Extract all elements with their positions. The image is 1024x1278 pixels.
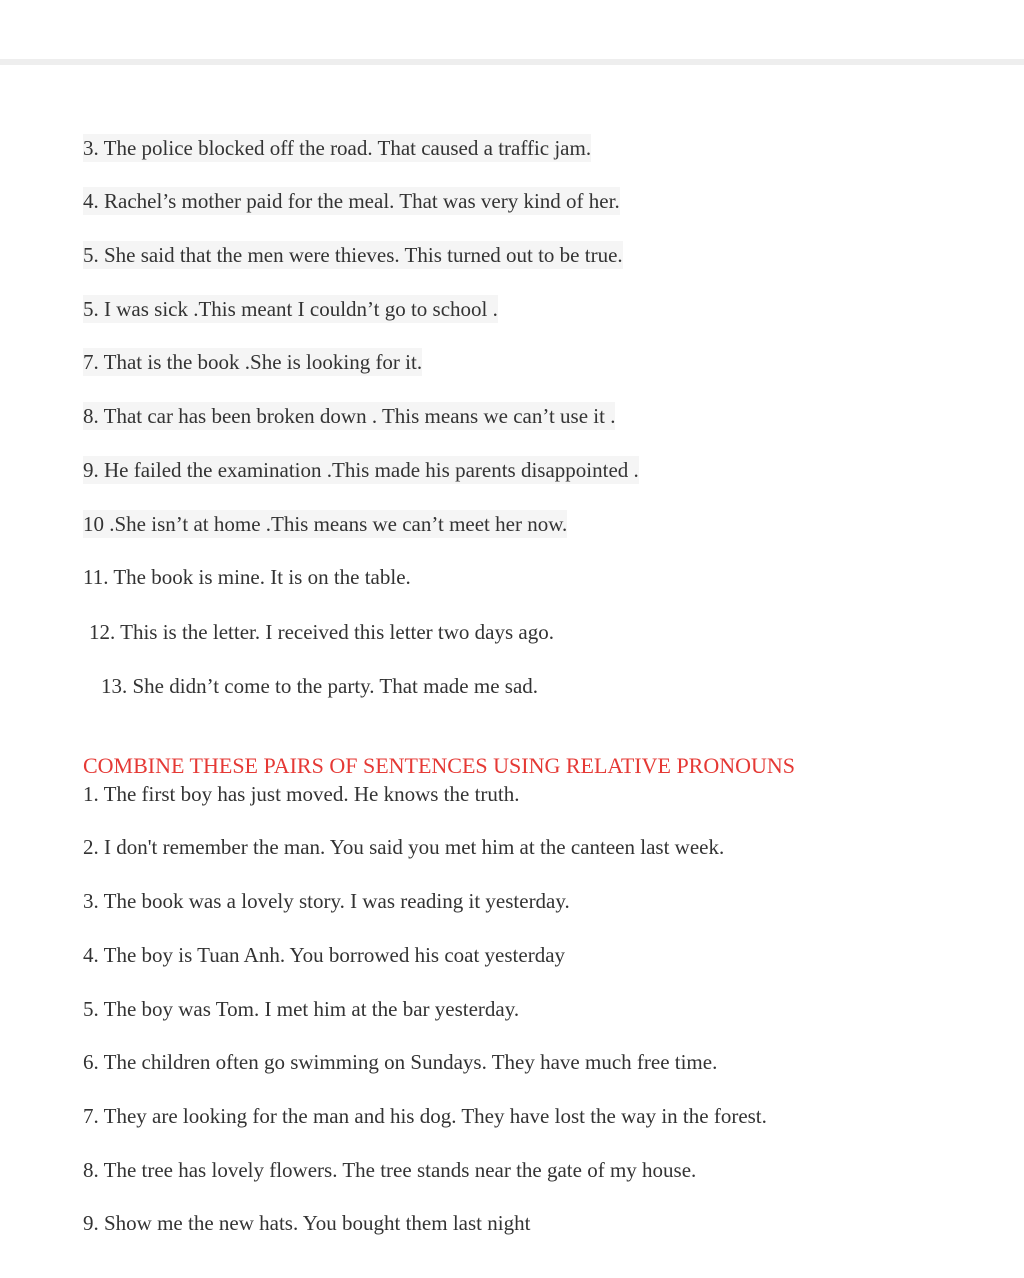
combine-item: 4. The boy is Tuan Anh. You borrowed his coat yesterday <box>83 943 566 967</box>
exercise-item: 11. The book is mine. It is on the table. <box>83 565 411 589</box>
exercise-item: 5. I was sick .This meant I couldn’t go to school . <box>83 297 498 321</box>
exercise-item: 10 .She isn’t at home .This means we can’t meet her now. <box>83 512 568 536</box>
combine-item: 6. The children often go swimming on Sundays. They have much free time. <box>83 1050 718 1074</box>
combine-item: 5. The boy was Tom. I met him at the bar yesterday. <box>83 997 520 1021</box>
top-bar <box>0 0 1024 60</box>
exercise-item: 3. The police blocked off the road. That caused a traffic jam. <box>83 136 592 160</box>
exercise-item: 4. Rachel’s mother paid for the meal. That was very kind of her. <box>83 189 620 213</box>
exercise-item: 5. She said that the men were thieves. This turned out to be true. <box>83 243 623 267</box>
combine-item: 9. Show me the new hats. You bought them last night <box>83 1211 531 1235</box>
combine-item: 2. I don't remember the man. You said you met him at the canteen last week. <box>83 835 725 859</box>
exercise-item: 13. She didn’t come to the party. That made me sad. <box>101 674 539 698</box>
combine-item: 3. The book was a lovely story. I was reading it yesterday. <box>83 889 570 913</box>
exercise-item: 9. He failed the examination .This made his parents disappointed . <box>83 458 639 482</box>
exercise-item: 12. This is the letter. I received this letter two days ago. <box>89 620 554 644</box>
combine-item: 1. The first boy has just moved. He knows the truth. <box>83 782 520 806</box>
combine-item: 7. They are looking for the man and his dog. They have lost the way in the forest. <box>83 1104 767 1128</box>
exercise-item: 8. That car has been broken down . This means we can’t use it . <box>83 404 616 428</box>
section-heading: COMBINE THESE PAIRS OF SENTENCES USING RELATIVE PRONOUNS <box>83 753 796 778</box>
exercise-item: 7. That is the book .She is looking for it. <box>83 350 423 374</box>
combine-item: 8. The tree has lovely flowers. The tree stands near the gate of my house. <box>83 1158 697 1182</box>
